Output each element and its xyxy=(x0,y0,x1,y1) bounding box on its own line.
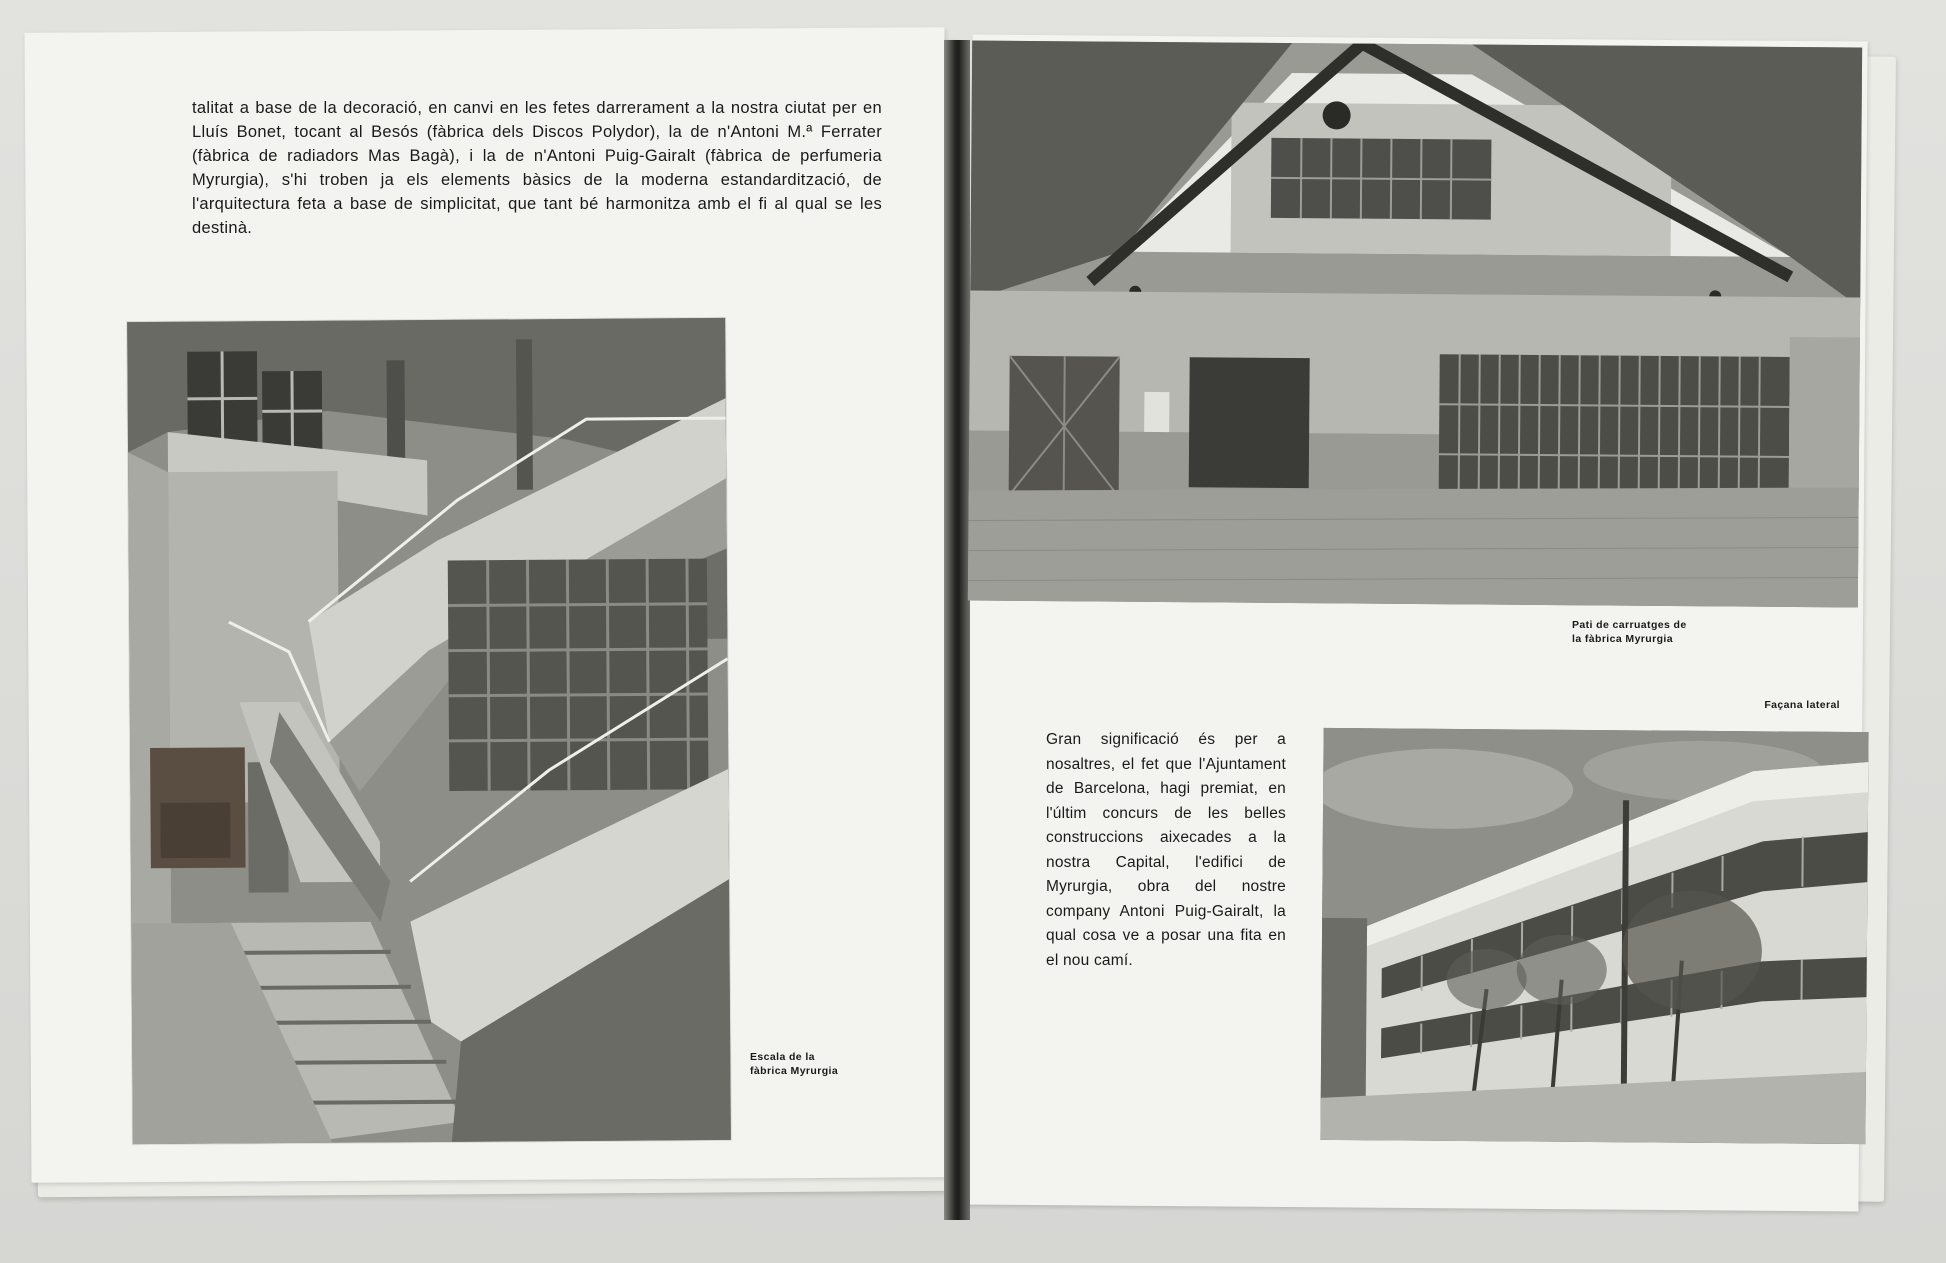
staircase-photo-caption xyxy=(750,1050,900,1078)
left-page-paragraph xyxy=(192,96,882,240)
book-spine-gutter xyxy=(944,40,970,1220)
caption-line: Pati de carruatges de xyxy=(1572,619,1687,631)
paragraph-text: talitat a base de la decoració, en canvi en les fetes darrerament a la nostra ciutat per en Lluís Bonet, tocant al Besós (fàbrica dels Discos Polydor), la de n'Antoni M.ª Ferrater (fàbrica de radiadors Mas Bagà), i la de n'Antoni Puig-Gairalt (fàbrica de perfumeria Myrurgia), s'hi troben ja els elements bàsics de la moderna estandardització, de l'arquitectura feta a base de simplicitat, que tant bé harmonitza amb el fi al qual se les destinà. xyxy=(192,99,882,237)
facade-photo-caption: Façana lateral xyxy=(1764,699,1840,711)
paragraph-text: Gran significació és per a nosaltres, el fet que l'Ajuntament de Barcelona, hagi premiat, en l'últim concurs de les belles construccions aixecades a la nostra Capital, l'edifici de Myrurgia, obra del nostre company Antoni Puig-Gairalt, la qual cosa ve a posar una fita en el nou camí. xyxy=(1046,731,1286,969)
caption-line: la fàbrica Myrurgia xyxy=(1572,633,1673,645)
caption-line: fàbrica Myrurgia xyxy=(750,1065,839,1077)
caption-line: Escala de la xyxy=(750,1051,815,1063)
right-page-paragraph xyxy=(1046,728,1286,973)
facade-photo xyxy=(1320,728,1868,1144)
staircase-photo xyxy=(127,318,731,1144)
courtyard-photo-caption xyxy=(1572,618,1732,646)
courtyard-photo xyxy=(968,41,1862,608)
